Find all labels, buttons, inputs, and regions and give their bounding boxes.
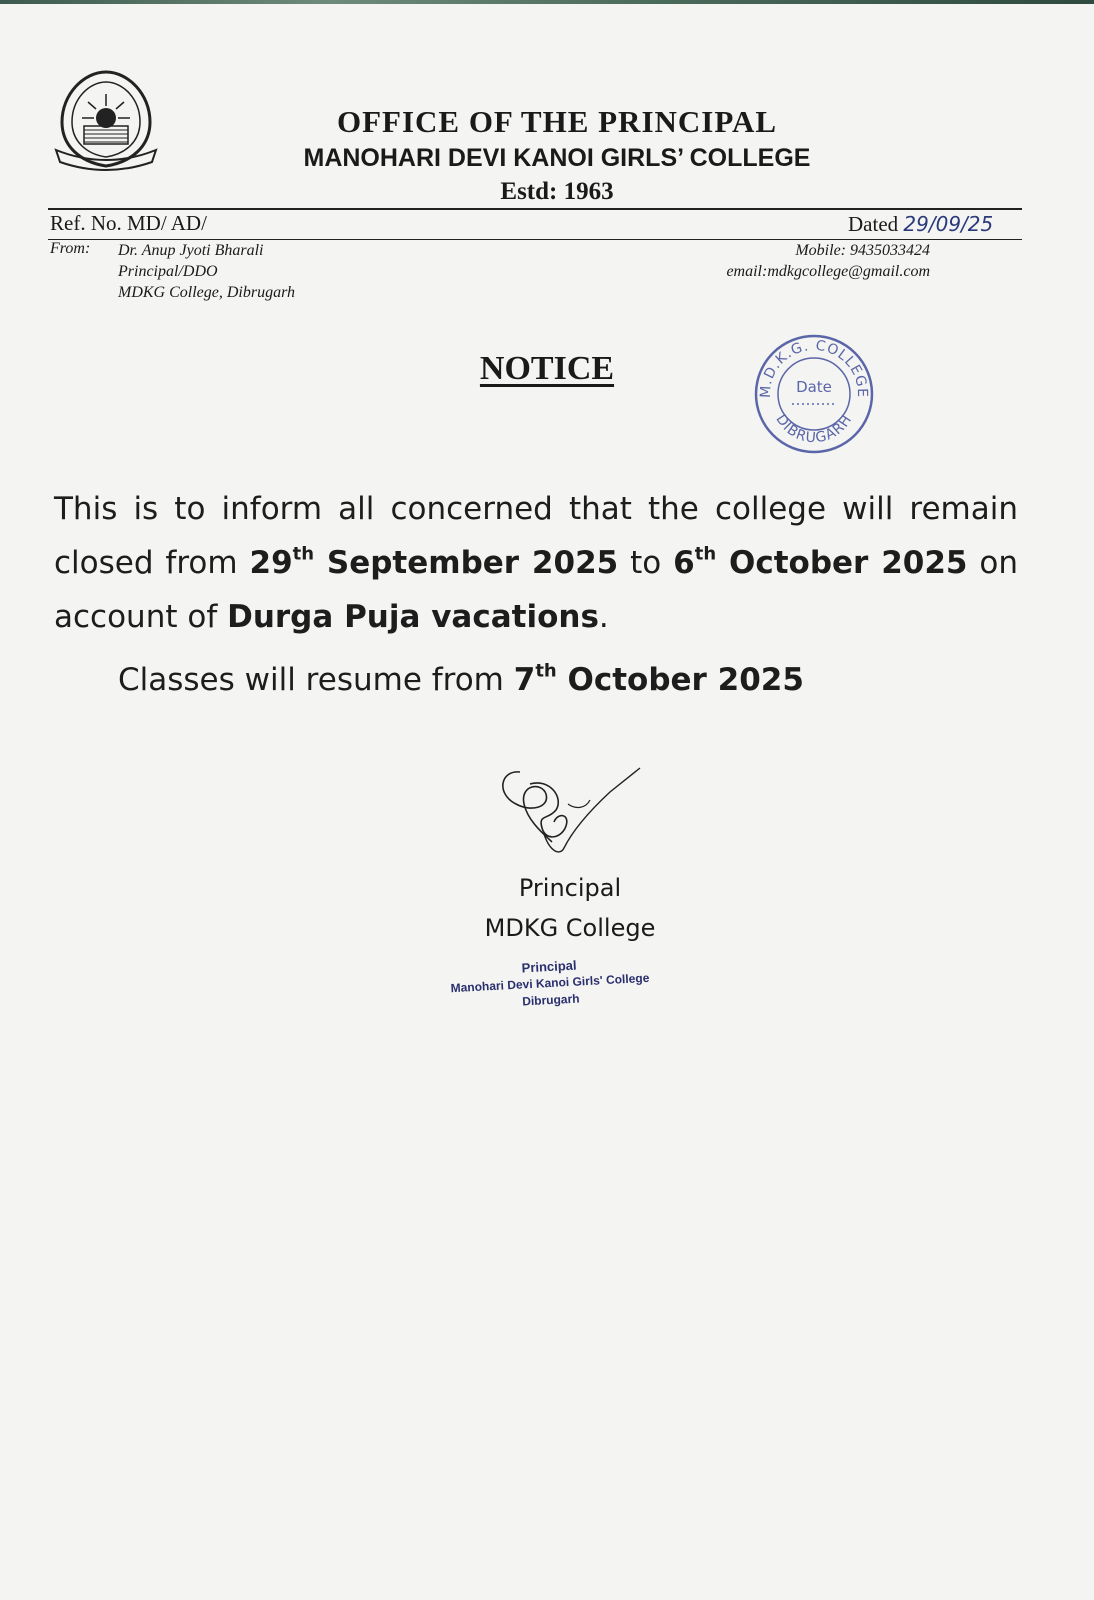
header-rule [48, 208, 1022, 210]
from-label: From: [50, 240, 91, 257]
from-block [118, 240, 295, 303]
signatory-title: Principal [518, 874, 622, 902]
office-heading: OFFICE OF THE PRINCIPAL [336, 104, 778, 139]
mobile-number: Mobile: 9435033424 [795, 242, 930, 259]
contact-block [680, 240, 930, 282]
page-edge [0, 0, 1094, 4]
notice-body-paragraph: This is to inform all concerned that the college will remain closed from 29th September 2025 to 6th October 2025 on account of Durga Puja vacations. [54, 491, 1019, 635]
seal-title: Principal [521, 957, 577, 976]
college-date-stamp [750, 330, 878, 458]
principal-seal [439, 952, 661, 1014]
svg-text:DIBRUGARH: DIBRUGARH [772, 411, 856, 447]
from-name: Dr. Anup Jyoti Bharali [118, 242, 264, 259]
svg-text:M.D.K.G. COLLEGE: M.D.K.G. COLLEGE [757, 337, 871, 399]
email-address: email:mdkgcollege@gmail.com [726, 263, 930, 280]
signatory-college: MDKG College [484, 914, 656, 942]
college-name: MANOHARI DEVI KANOI GIRLS’ COLLEGE [303, 144, 811, 172]
from-college: MDKG College, Dibrugarh [118, 284, 296, 301]
from-designation: Principal/DDO [118, 263, 218, 280]
resume-classes-line: Classes will resume from 7th October 2025 [118, 660, 804, 698]
seal-place: Dibrugarh [521, 991, 580, 1009]
reference-number: Ref. No. MD/ AD/ [50, 211, 207, 235]
established-year: Estd: 1963 [500, 178, 614, 205]
notice-title: NOTICE [479, 350, 615, 387]
dated-field [848, 212, 993, 237]
dated-label: Dated [848, 212, 899, 236]
svg-text:Date: Date [796, 378, 832, 396]
seal-college: Manohari Devi Kanoi Girls' College [450, 970, 650, 996]
principal-signature [490, 764, 660, 864]
dated-value: 29/09/25 [903, 212, 994, 236]
